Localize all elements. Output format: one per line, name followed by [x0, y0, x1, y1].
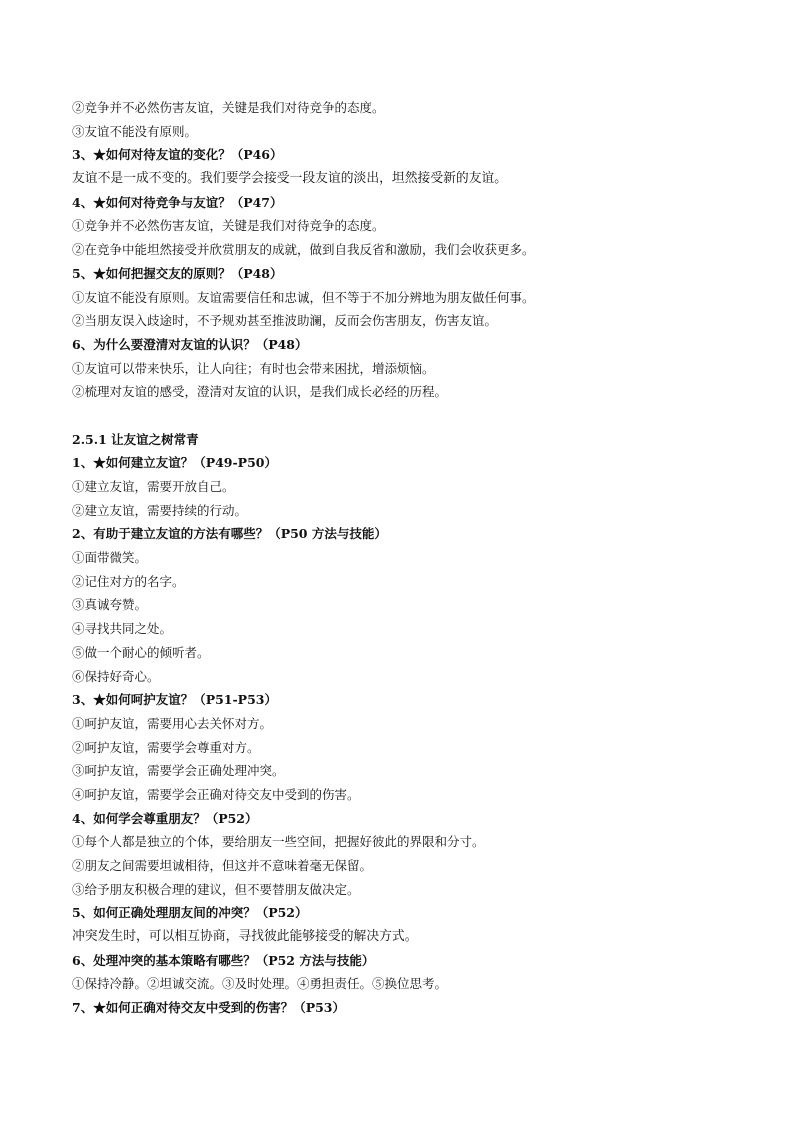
text-line: ②竞争并不必然伤害友谊，关键是我们对待竞争的态度。 [72, 100, 385, 115]
question-heading: 6、为什么要澄清对友谊的认识？（P48） [72, 336, 308, 352]
text-line: ①友谊不能没有原则。友谊需要信任和忠诚，但不等于不加分辨地为朋友做任何事。 [72, 289, 535, 305]
question-heading: 6、处理冲突的基本策略有哪些？（P52 方法与技能） [72, 952, 375, 968]
text-line: 冲突发生时，可以相互协商，寻找彼此能够接受的解决方式。 [72, 929, 418, 945]
document-page [72, 96, 772, 1020]
text-line: ④呵护友谊，需要学会正确对待交友中受到的伤害。 [72, 786, 360, 802]
question-heading: 2、有助于建立友谊的方法有哪些？（P50 方法与技能） [72, 526, 387, 542]
text-line: ②呵护友谊，需要学会尊重对方。 [72, 739, 260, 755]
text-line: ①保持冷静。②坦诚交流。③及时处理。④勇担责任。⑤换位思考。 [72, 976, 448, 992]
text-line: ③给予朋友积极合理的建议，但不要替朋友做决定。 [72, 881, 360, 897]
text-line: ①呵护友谊，需要用心去关怀对方。 [72, 715, 273, 731]
question-heading: 5、★如何把握交友的原则？（P48） [72, 265, 283, 281]
section-heading: 2.5.1 让友谊之树常青 [72, 431, 199, 447]
text-line: ①每个人都是独立的个体，要给朋友一些空间，把握好彼此的界限和分寸。 [72, 834, 485, 850]
text-line: ③真诚夸赞。 [72, 597, 148, 613]
question-heading: 5、如何正确处理朋友间的冲突？（P52） [72, 905, 308, 921]
text-line: ②记住对方的名字。 [72, 573, 185, 589]
text-line: ①面带微笑。 [72, 550, 148, 566]
text-line: ②当朋友误入歧途时，不予规劝甚至推波助澜，反而会伤害朋友，伤害友谊。 [72, 313, 498, 329]
text-line: ③友谊不能没有原则。 [72, 123, 198, 139]
text-line: ④寻找共同之处。 [72, 621, 173, 637]
question-heading: 7、★如何正确对待交友中受到的伤害？（P53） [72, 1000, 345, 1016]
text-line: ①建立友谊，需要开放自己。 [72, 479, 235, 494]
question-heading: 3、★如何对待友谊的变化？（P46） [72, 147, 283, 163]
text-line: ②朋友之间需要坦诚相待，但这并不意味着毫无保留。 [72, 858, 373, 873]
text-line: ②梳理对友谊的感受，澄清对友谊的认识，是我们成长必经的历程。 [72, 384, 448, 400]
text-line: ①友谊可以带来快乐，让人向往；有时也会带来困扰，增添烦恼。 [72, 360, 435, 376]
question-heading: 1、★如何建立友谊？（P49-P50） [72, 455, 277, 471]
text-line: ②建立友谊，需要持续的行动。 [72, 502, 248, 518]
question-heading: 4、如何学会尊重朋友？（P52） [72, 810, 258, 826]
text-line: ⑤做一个耐心的倾听者。 [72, 644, 210, 660]
question-heading: 3、★如何呵护友谊？（P51-P53） [72, 692, 277, 708]
question-heading: 4、★如何对待竞争与友谊？（P47） [72, 194, 283, 210]
text-line: ②在竞争中能坦然接受并欣赏朋友的成就，做到自我反省和激励，我们会收获更多。 [72, 242, 535, 258]
text-line: ③呵护友谊，需要学会正确处理冲突。 [72, 763, 285, 779]
text-line: ①竞争并不必然伤害友谊，关键是我们对待竞争的态度。 [72, 218, 385, 234]
text-line: ⑥保持好奇心。 [72, 668, 160, 684]
text-line: 友谊不是一成不变的。我们要学会接受一段友谊的淡出，坦然接受新的友谊。 [72, 171, 508, 187]
blank-line [72, 404, 772, 428]
